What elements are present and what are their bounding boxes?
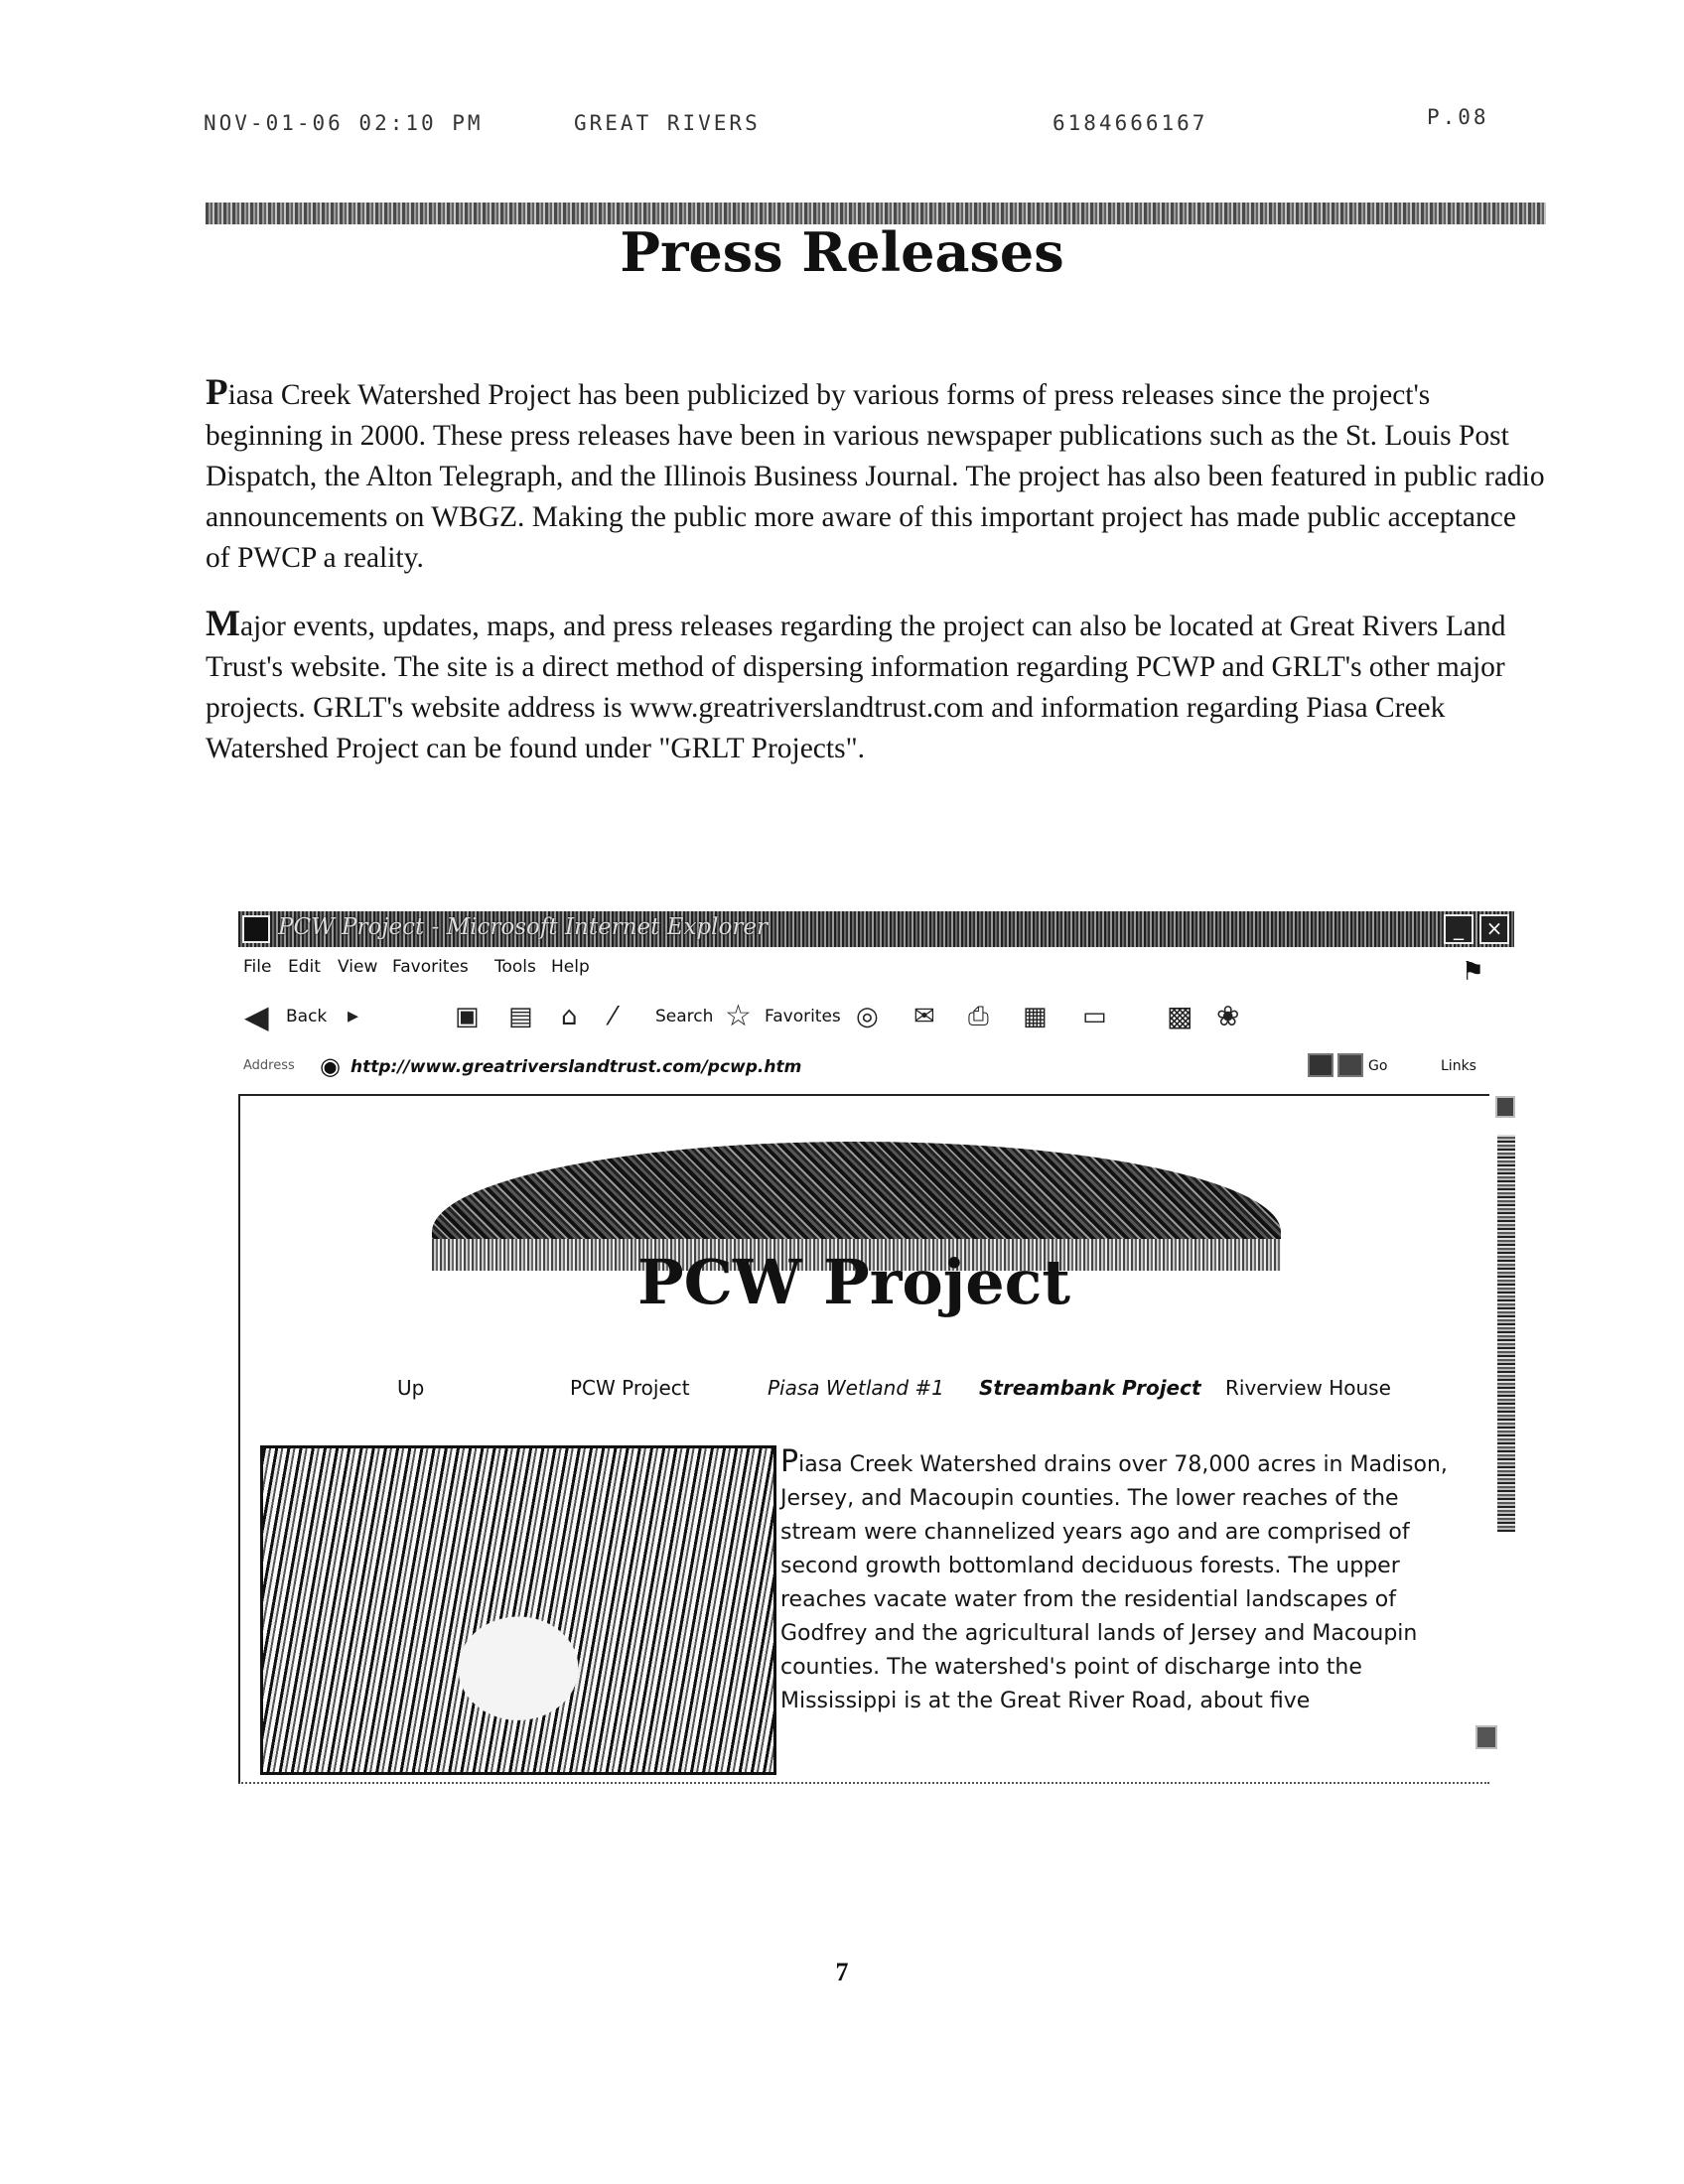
favorites-label[interactable]: Favorites	[765, 1007, 841, 1026]
nav-link-streambank-project[interactable]: Streambank Project	[979, 1376, 1201, 1400]
go-arrow-icon[interactable]	[1337, 1053, 1363, 1077]
go-button[interactable]: Go	[1368, 1058, 1388, 1074]
browser-menu-bar	[238, 953, 1514, 987]
globe-icon: ◉	[320, 1052, 341, 1080]
fax-phone: 6184666167	[1052, 111, 1208, 135]
nav-link-piasa-wetland[interactable]: Piasa Wetland #1	[768, 1376, 944, 1400]
paragraph-2: Major events, updates, maps, and press releases regarding the project can also be located at Great Rivers Land Trust's website. The site is a direct method of dispersing information regarding PCWP and GRLT's other major projects. GRLT's website address is www.greatriverslandtrust.com and information regarding Piasa Creek Watershed Project can be found under "GRLT Projects".	[206, 603, 1506, 764]
search-label[interactable]: Search	[655, 1007, 714, 1026]
search-icon[interactable]: ⁄	[611, 1002, 616, 1031]
history-icon[interactable]: ◎	[856, 1002, 879, 1031]
mail-icon[interactable]: ✉	[913, 1002, 935, 1031]
fax-page: P.08	[1427, 105, 1489, 129]
favorites-star-icon[interactable]: ☆	[725, 999, 752, 1033]
scroll-up-icon[interactable]	[1495, 1096, 1515, 1118]
home-icon[interactable]: ⌂	[561, 1002, 578, 1031]
discuss-icon[interactable]: ▭	[1082, 1002, 1107, 1031]
menu-file[interactable]: File	[243, 957, 272, 977]
minimize-icon[interactable]: _	[1444, 914, 1474, 944]
fax-organization: GREAT RIVERS	[574, 111, 761, 135]
scroll-down-icon[interactable]	[1475, 1725, 1497, 1749]
menu-edit[interactable]: Edit	[288, 957, 321, 977]
refresh-icon[interactable]: ▤	[508, 1002, 533, 1031]
scrollbar[interactable]	[1497, 1135, 1515, 1532]
nav-link-pcw-project[interactable]: PCW Project	[570, 1376, 690, 1400]
url-input[interactable]: http://www.greatriverslandtrust.com/pcwp.htm	[351, 1057, 802, 1077]
watershed-description: Piasa Creek Watershed drains over 78,000 acres in Madison, Jersey, and Macoupin counties. The lower reaches of the stream were channelized years ago and are comprised of second growth bottomland deciduous forests. The upper reaches vacate water from the residential landscapes of Godfrey and the agricultural lands of Jersey and Macoupin counties. The watershed's point of discharge into the Mississippi is at the Great River Road, about five	[780, 1444, 1448, 1713]
stop-icon[interactable]: ▣	[455, 1002, 480, 1031]
page-number: 7	[835, 1958, 849, 1986]
fax-header	[204, 105, 1494, 141]
menu-view[interactable]: View	[338, 957, 378, 977]
browser-title-bar	[238, 911, 1514, 947]
address-label: Address	[243, 1058, 295, 1073]
banner-title: PCW Project	[636, 1246, 1071, 1318]
nav-link-riverview-house[interactable]: Riverview House	[1225, 1376, 1391, 1400]
back-label[interactable]: Back	[286, 1007, 328, 1026]
browser-title: PCW Project - Microsoft Internet Explorer	[278, 914, 768, 940]
edit-icon[interactable]: ▦	[1023, 1002, 1048, 1031]
page-title: Press Releases	[620, 220, 1064, 284]
research-icon[interactable]: ▩	[1167, 1000, 1193, 1032]
links-button[interactable]: Links	[1441, 1058, 1476, 1074]
windows-logo-icon: ⚑	[1461, 957, 1484, 987]
menu-help[interactable]: Help	[551, 957, 590, 977]
print-icon[interactable]: ⎙	[968, 1002, 989, 1031]
messenger-icon[interactable]: ❀	[1216, 1000, 1240, 1032]
back-arrow-icon[interactable]: ◀	[244, 998, 269, 1035]
nav-link-up[interactable]: Up	[397, 1376, 425, 1400]
close-icon[interactable]: ×	[1479, 914, 1509, 944]
menu-favorites[interactable]: Favorites	[392, 957, 469, 977]
ie-window-icon	[242, 915, 270, 943]
paragraph-1: Piasa Creek Watershed Project has been publicized by various forms of press releases since the project's beginning in 2000. These press releases have been in various newspaper publications such as the St. Louis Post Dispatch, the Alton Telegraph, and the Illinois Business Journal. The project has also been featured in public radio announcements on WBGZ. Making the public more aware of this important project has made public acceptance of PWCP a reality.	[206, 371, 1545, 574]
menu-tools[interactable]: Tools	[494, 957, 536, 977]
dropdown-icon[interactable]	[1308, 1053, 1333, 1077]
forward-arrow-icon[interactable]: ▸	[348, 1004, 359, 1028]
fax-date: NOV-01-06 02:10 PM	[204, 111, 484, 135]
browser-toolbar	[238, 993, 1514, 1040]
address-bar	[238, 1050, 1514, 1084]
creek-photo	[260, 1445, 776, 1775]
